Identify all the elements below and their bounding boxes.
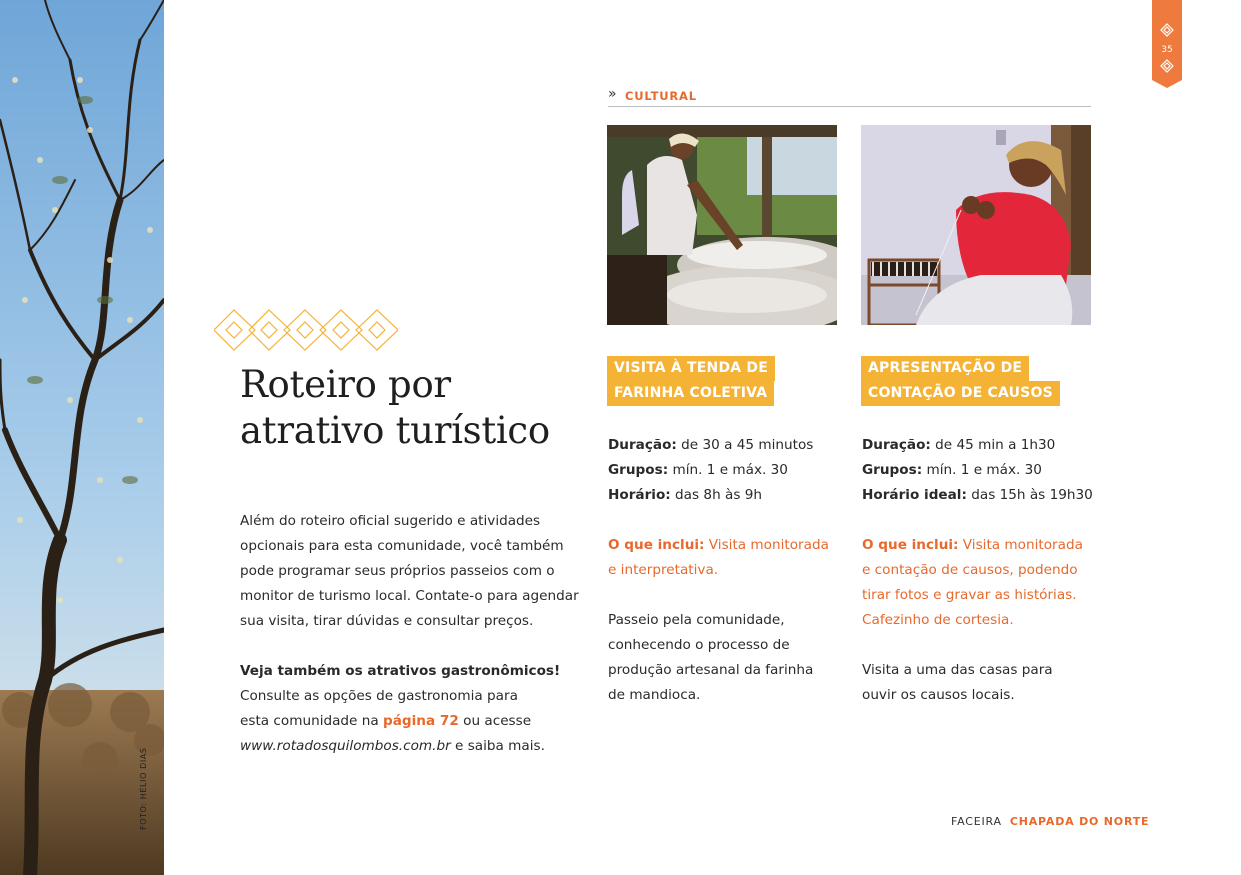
activity-title-causos: APRESENTAÇÃO DE CONTAÇÃO DE CAUSOS (861, 356, 1060, 406)
page-footer (951, 815, 1149, 828)
includes-line: e interpretativa. (608, 562, 719, 578)
description-line: ouvir os causos locais. (862, 687, 1015, 703)
storyteller-photo (861, 125, 1091, 325)
duration: Duração: de 45 min a 1h30 (862, 437, 1056, 453)
activity-details-causos (862, 433, 1102, 708)
chevron-icon: » (608, 86, 617, 102)
description-line: Visita a uma das casas para (862, 662, 1053, 678)
intro-line: Além do roteiro oficial sugerido e atividades (240, 513, 541, 529)
intro-line: opcionais para esta comunidade, você também (240, 538, 564, 554)
activity-details-farinha (608, 433, 848, 708)
intro-line: monitor de turismo local. Contate-o para agendar (240, 588, 579, 604)
includes: O que inclui: Visita monitorada (608, 537, 829, 553)
diamond-ornament-icon (214, 309, 398, 355)
website-link[interactable]: www.rotadosquilombos.com.br (240, 738, 451, 754)
page-number-ribbon (1152, 0, 1182, 88)
intro-line: sua visita, tirar dúvidas e consultar preços. (240, 613, 534, 629)
intro-line: Consulte as opções de gastronomia para (240, 688, 518, 704)
description-line: Passeio pela comunidade, (608, 612, 785, 628)
gastronomy-highlight: Veja também os atrativos gastronômicos! (240, 663, 561, 679)
footer-region: CHAPADA DO NORTE (1009, 815, 1150, 828)
description-line: de mandioca. (608, 687, 701, 703)
includes-line: Cafezinho de cortesia. (862, 612, 1014, 628)
intro-text: Além do roteiro oficial sugerido e atividades opcionais para esta comunidade, você também pode programar seus próprios passeios com o monitor de turismo local. Contate-o para agendar sua visita, tirar dúvidas e consultar preços. Veja também os atrativos gastronômicos! Consulte as opções de gastronomia para esta comunidade na página 72 ou acesse www.rotadosquilombos.com.br e saiba mais. (240, 509, 585, 759)
page-title: Roteiro por atrativo turístico (240, 363, 550, 452)
includes: O que inclui: Visita monitorada (862, 537, 1083, 553)
groups: Grupos: mín. 1 e máx. 30 (862, 462, 1042, 478)
includes-line: e contação de causos, podendo (862, 562, 1078, 578)
description-line: conhecendo o processo de (608, 637, 790, 653)
section-header (608, 86, 1091, 107)
farinha-photo (607, 125, 837, 325)
page-reference-link[interactable]: página 72 (383, 713, 459, 729)
schedule: Horário: das 8h às 9h (608, 487, 763, 503)
photo-credit: FOTO: HÉLIO DIAS (139, 747, 148, 830)
duration: Duração: de 30 a 45 minutos (608, 437, 814, 453)
footer-community: FACEIRA (951, 815, 1002, 828)
description-line: produção artesanal da farinha (608, 662, 814, 678)
intro-line: pode programar seus próprios passeios com o (240, 563, 555, 579)
groups: Grupos: mín. 1 e máx. 30 (608, 462, 788, 478)
page-number: 35 (1161, 45, 1173, 55)
section-label: CULTURAL (625, 89, 697, 103)
schedule: Horário ideal: das 15h às 19h30 (862, 487, 1093, 503)
activity-title-farinha: VISITA À TENDA DE FARINHA COLETIVA (607, 356, 775, 406)
includes-line: tirar fotos e gravar as histórias. (862, 587, 1077, 603)
